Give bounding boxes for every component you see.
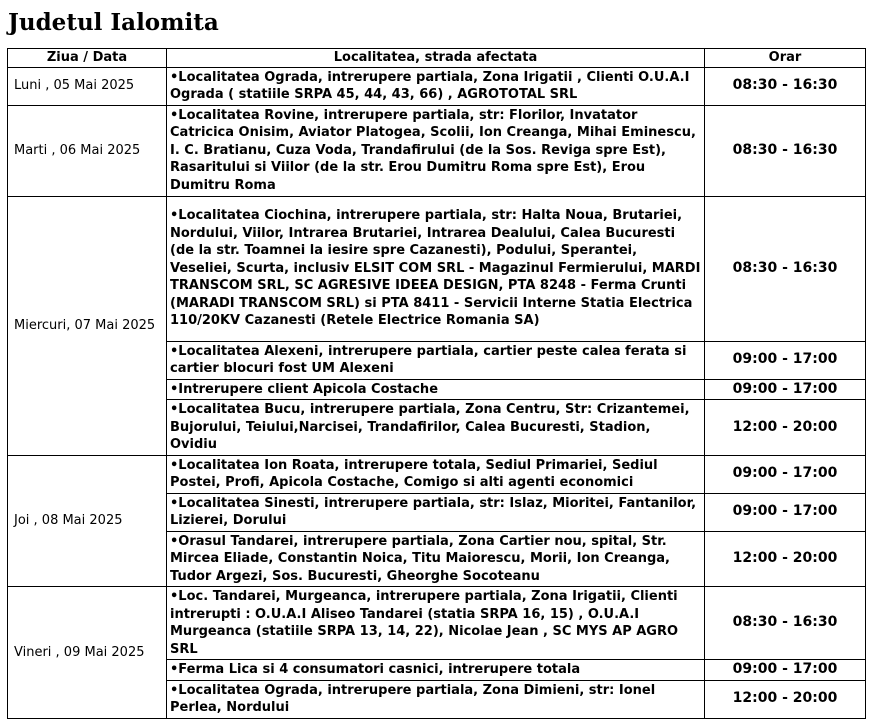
day-cell: Luni , 05 Mai 2025 <box>8 67 167 105</box>
day-cell: Vineri , 09 Mai 2025 <box>8 587 167 719</box>
time-cell: 08:30 - 16:30 <box>705 196 866 341</box>
table-row <box>8 105 866 196</box>
header-day: Ziua / Data <box>8 49 167 68</box>
location-cell: •Localitatea Ciochina, intrerupere partiala, str: Halta Noua, Brutariei, Nordului, Viilor, Intrarea Brutariei, Intrarea Dealului, Calea Bucuresti (de la str. Toamnei la iesire spre Cazanesti), Podului, Sperantei, Veseliei, Scurta, inclusiv ELSIT COM SRL - Magazinul Fermierului, MARDI TRANSCOM SRL, SC AGRESIVE IDEEA DESIGN, PTA 8248 - Ferma Crunti (MARADI TRANSCOM SRL) si PTA 8411 - Servicii Interne Statia Electrica 110/20KV Cazanesti (Retele Electrice Romania SA) <box>167 196 705 341</box>
location-cell: •Localitatea Bucu, intrerupere partiala, Zona Centru, Str: Crizantemei, Bujorului, Teiului,Narcisei, Trandafirilor, Calea Bucuresti, Stadion, Ovidiu <box>167 400 705 456</box>
location-cell: •Loc. Tandarei, Murgeanca, intrerupere partiala, Zona Irigatii, Clienti intrerupti : O.U.A.I Aliseo Tandarei (statia SRPA 16, 15) , O.U.A.I Murgeanca (statiile SRPA 13, 14, 22), Nicolae Jean , SC MYS AP AGRO SRL <box>167 587 705 660</box>
location-cell: •Localitatea Alexeni, intrerupere partiala, cartier peste calea ferata si cartier blocuri fost UM Alexeni <box>167 341 705 379</box>
time-cell: 12:00 - 20:00 <box>705 680 866 718</box>
location-cell: •Localitatea Ograda, intrerupere partiala, Zona Irigatii , Clienti O.U.A.I Ograda ( statiile SRPA 45, 44, 43, 66) , AGROTOTAL SRL <box>167 67 705 105</box>
header-row <box>8 49 866 68</box>
table-row <box>8 196 866 341</box>
location-cell: •Ferma Lica si 4 consumatori casnici, intrerupere totala <box>167 660 705 681</box>
day-cell: Joi , 08 Mai 2025 <box>8 455 167 587</box>
day-cell: Marti , 06 Mai 2025 <box>8 105 167 196</box>
location-cell: •Intrerupere client Apicola Costache <box>167 379 705 400</box>
time-cell: 09:00 - 17:00 <box>705 493 866 531</box>
table-row <box>8 587 866 660</box>
time-cell: 09:00 - 17:00 <box>705 455 866 493</box>
location-cell: •Localitatea Ion Roata, intrerupere totala, Sediul Primariei, Sediul Postei, Profi, Apicola Costache, Comigo si alti agenti economici <box>167 455 705 493</box>
location-cell: •Localitatea Ograda, intrerupere partiala, Zona Dimieni, str: Ionel Perlea, Nordului <box>167 680 705 718</box>
location-cell: •Orasul Tandarei, intrerupere partiala, Zona Cartier nou, spital, Str. Mircea Eliade, Constantin Noica, Titu Maiorescu, Morii, Ion Creanga, Tudor Argezi, Sos. Bucuresti, Gheorghe Socoteanu <box>167 531 705 587</box>
time-cell: 09:00 - 17:00 <box>705 660 866 681</box>
time-cell: 12:00 - 20:00 <box>705 531 866 587</box>
header-location: Localitatea, strada afectata <box>167 49 705 68</box>
location-cell: •Localitatea Sinesti, intrerupere partiala, str: Islaz, Mioritei, Fantanilor, Lizierei, Dorului <box>167 493 705 531</box>
time-cell: 12:00 - 20:00 <box>705 400 866 456</box>
time-cell: 09:00 - 17:00 <box>705 341 866 379</box>
day-cell: Miercuri, 07 Mai 2025 <box>8 196 167 455</box>
time-cell: 08:30 - 16:30 <box>705 105 866 196</box>
page-title: Judetul Ialomita <box>8 9 219 36</box>
table-row <box>8 455 866 493</box>
time-cell: 08:30 - 16:30 <box>705 67 866 105</box>
time-cell: 09:00 - 17:00 <box>705 379 866 400</box>
header-time: Orar <box>705 49 866 68</box>
table-row <box>8 67 866 105</box>
location-cell: •Localitatea Rovine, intrerupere partiala, str: Florilor, Invatator Catricica Onisim, Aviator Platogea, Scolii, Ion Creanga, Mihai Eminescu, I. C. Bratianu, Cuza Voda, Trandafirului (de la Sos. Reviga spre Est), Rasaritului si Viilor (de la str. Erou Dumitru Roma spre Est), Erou Dumitru Roma <box>167 105 705 196</box>
outage-schedule-table <box>7 48 866 719</box>
time-cell: 08:30 - 16:30 <box>705 587 866 660</box>
